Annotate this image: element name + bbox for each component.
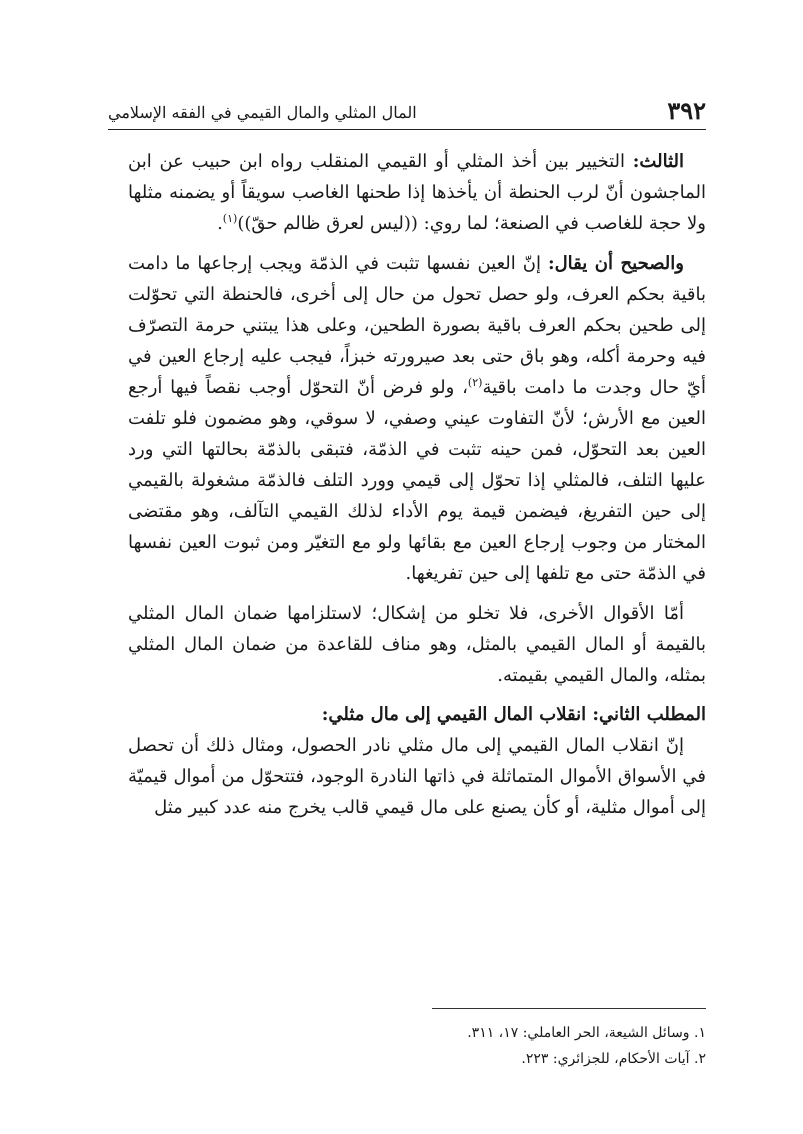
page-number: ٣٩٢ bbox=[667, 96, 706, 125]
paragraph-text: إنّ انقلاب المال القيمي إلى مال مثلي نادر الحصول، ومثال ذلك أن تحصل في الأسواق الأموال المتماثلة في ذاتها النادرة الوجود، فتتحوّل من أموال قيميّة إلى أموال مثلية، أو كأن يصنع على مال قيمي قالب يخرج منه عدد كبير مثل bbox=[128, 735, 706, 818]
section-paragraph bbox=[128, 730, 706, 823]
footnote-ref: (١) bbox=[222, 212, 238, 225]
footnote-divider bbox=[432, 1008, 706, 1009]
footnote-ref: (٢) bbox=[467, 376, 483, 389]
paragraph-lead: والصحيح أن يقال: bbox=[547, 253, 684, 274]
footnotes bbox=[300, 1020, 706, 1072]
paragraph-text: إنّ العين نفسها تثبت في الذمّة ويجب إرجاعها ما دامت باقية بحكم العرف، ولو حصل تحول من حال إلى أخرى، فالحنطة التي تحوّلت إلى طحين بحكم العرف باقية بصورة الطحين، وعلى هذا يبتني حرمة التصرّف فيه وحرمة أكله، وهو باق حتى بعد صيرورته خبزاً، فيجب عليه إرجاع العين في أيّ حال وجدت ما دامت باقية bbox=[128, 253, 706, 398]
running-title: المال المثلي والمال القيمي في الفقه الإسلامي bbox=[108, 103, 417, 122]
paragraph-other-opinions bbox=[128, 598, 706, 691]
paragraph-text: التخيير بين أخذ المثلي أو القيمي المنقلب رواه ابن حبيب عن ابن الماجشون أنّ لرب الحنطة أن يأخذها إذا طحنها الغاصب سويقاً أو يضمنه مثلها ولا حجة للغاصب في الصنعة؛ لما روي: ((ليس لعرق ظالم حقّ)) bbox=[128, 151, 706, 234]
page-header bbox=[108, 93, 706, 130]
paragraph-correct-view bbox=[128, 248, 706, 589]
footnote-2: ٢. آيات الأحكام، للجزائري: ٢٢٣. bbox=[521, 1051, 706, 1067]
section-heading: المطلب الثاني: انقلاب المال القيمي إلى مال مثلي: bbox=[321, 704, 706, 725]
body-text bbox=[128, 146, 706, 823]
paragraph-tail: . bbox=[217, 213, 223, 234]
footnote-1: ١. وسائل الشيعة، الحر العاملي: ١٧، ٣١١. bbox=[467, 1025, 706, 1041]
paragraph-text: أمّا الأقوال الأخرى، فلا تخلو من إشكال؛ لاستلزامها ضمان المال المثلي بالقيمة أو المال القيمي بالمثل، وهو مناف للقاعدة من ضمان المال المثلي بمثله، والمال القيمي بقيمته. bbox=[128, 603, 706, 686]
paragraph-lead: الثالث: bbox=[632, 151, 684, 172]
paragraph-third-opinion bbox=[128, 146, 706, 239]
paragraph-tail: ، ولو فرض أنّ التحوّل أوجب نقصاً فيها أرجع العين مع الأرش؛ لأنّ التفاوت عيني وصفي، لا سوقي، وهو مضمون فلو تلفت العين بعد التحوّل، فمن حينه تثبت في الذمّة، فتبقى بالذمّة بحالتها التي ورد عليها التلف، فالمثلي إذا تحوّل إلى قيمي وورد التلف فالذمّة مشغولة بالقيمي إلى حين التفريغ، فيضمن قيمة يوم الأداء لذلك القيمي التآلف، وهو مقتضى المختار من وجوب إرجاع العين مع بقائها ولو مع التغيّر ومن ثبوت العين نفسها في الذمّة حتى مع تلفها إلى حين تفريغها. bbox=[128, 377, 706, 584]
